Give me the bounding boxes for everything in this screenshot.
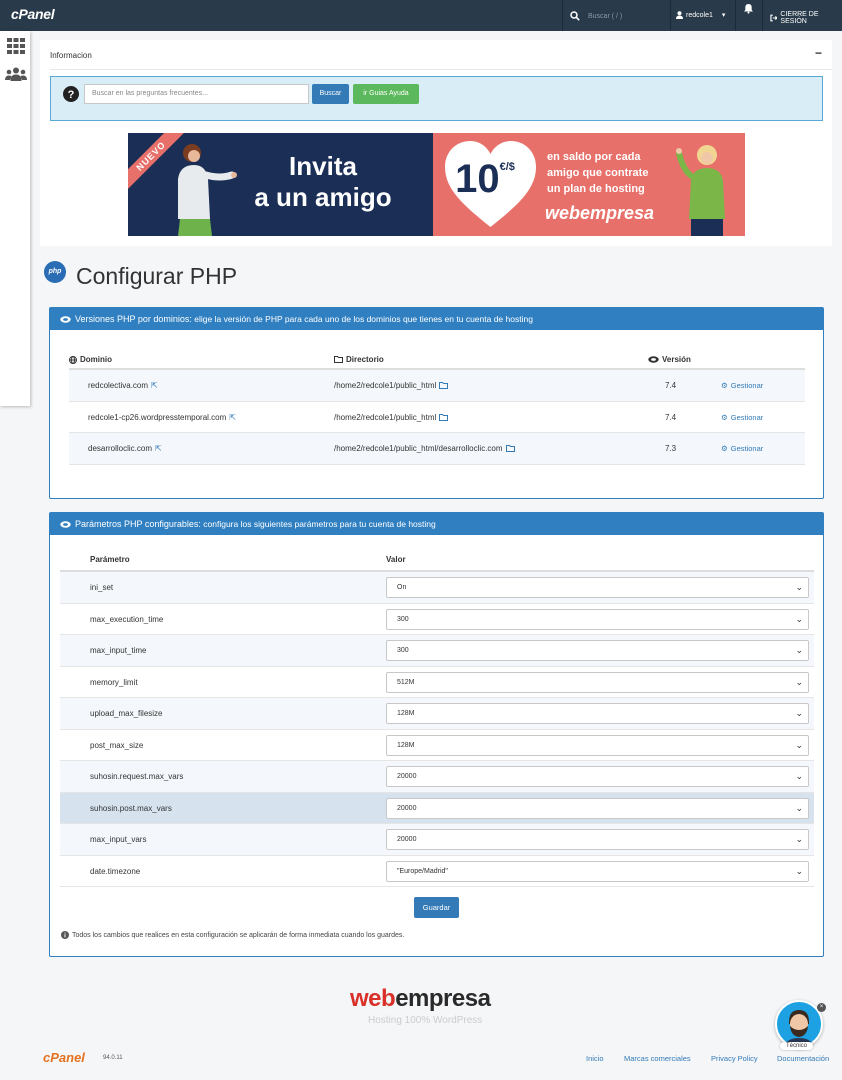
logout-button[interactable]: [770, 11, 842, 25]
directory-path: /home2/redcole1/public_html/desarrolloclic.com: [334, 444, 503, 453]
brand-tagline: Hosting 100% WordPress: [368, 1015, 483, 1026]
divider: [670, 0, 671, 31]
param-name: max_execution_time: [90, 614, 164, 624]
table-row: [60, 635, 814, 667]
php-version: 7.3: [665, 444, 677, 453]
promo-banner[interactable]: [128, 133, 745, 236]
param-value: 300: [397, 615, 409, 623]
php-versions-panel: [49, 307, 824, 499]
info-icon: [61, 931, 69, 939]
footer-cpanel-logo[interactable]: cPanel: [43, 1050, 85, 1065]
params-table: [60, 547, 814, 887]
chevron-down-icon: ⌄: [795, 834, 803, 844]
panel-title: [75, 308, 533, 330]
param-select[interactable]: [386, 861, 809, 882]
faq-search-input[interactable]: Buscar en las preguntas frecuentes...: [84, 84, 309, 104]
banner-brand-logo: webempresa: [545, 203, 655, 223]
param-name: upload_max_filesize: [90, 709, 163, 718]
global-search[interactable]: [570, 8, 665, 24]
chevron-down-icon: ⌄: [795, 676, 803, 687]
domain-link[interactable]: [88, 381, 158, 390]
divider: [762, 0, 763, 31]
divider: [735, 0, 736, 31]
header-domain-label: Dominio: [80, 355, 112, 364]
php-icon: php: [44, 261, 66, 283]
grid-icon[interactable]: [7, 38, 25, 56]
directory-link[interactable]: [334, 381, 448, 390]
manage-label: Gestionar: [730, 444, 764, 453]
domain-name: desarrolloclic.com: [88, 444, 153, 453]
promo-line-1: en saldo por cada: [547, 151, 641, 163]
domain-name: redcolectiva.com: [88, 381, 149, 390]
table-row: [69, 433, 805, 465]
logo-part-web: web: [350, 985, 396, 1012]
technician-avatar-icon: [777, 1002, 821, 1046]
gear-icon: ⚙: [721, 412, 728, 422]
users-icon[interactable]: [5, 67, 27, 83]
footer-link-docs[interactable]: Documentación: [777, 1054, 830, 1063]
gear-icon: ⚙: [721, 381, 728, 390]
param-value: 20000: [397, 836, 417, 843]
banner-headline: [243, 151, 403, 213]
folder-icon: [334, 356, 343, 363]
search-icon: [570, 11, 580, 21]
chevron-down-icon: ⌄: [795, 645, 803, 655]
php-version: 7.4: [665, 412, 677, 422]
param-name: ini_set: [90, 583, 114, 592]
logo-part-empresa: empresa: [395, 985, 491, 1012]
table-header: [69, 352, 805, 370]
faq-search-button[interactable]: Buscar: [312, 84, 349, 104]
elephant-icon: [60, 521, 71, 528]
elephant-icon: [60, 316, 71, 323]
logout-icon: [770, 14, 777, 22]
param-select[interactable]: [386, 766, 809, 787]
directory-path: /home2/redcole1/public_html: [334, 412, 437, 422]
svg-text:?: ?: [67, 89, 75, 101]
promo-text: [547, 149, 648, 197]
user-icon: [676, 11, 683, 19]
footer-link-trademarks[interactable]: Marcas comerciales: [624, 1054, 691, 1063]
param-select[interactable]: [386, 640, 809, 661]
param-value: On: [397, 584, 407, 591]
footer-link-privacy[interactable]: Privacy Policy: [711, 1054, 758, 1063]
divider: [50, 69, 832, 70]
table-row: [60, 761, 814, 793]
param-value: "Europe/Madrid": [397, 867, 448, 875]
woman-illustration: [168, 139, 248, 236]
param-value: 512M: [397, 678, 415, 686]
banner-offer: [433, 133, 745, 236]
directory-link[interactable]: [334, 413, 448, 422]
question-icon: [63, 86, 79, 104]
header-directory-label: Directorio: [346, 355, 384, 364]
headline-line-2: a un amigo: [254, 182, 392, 212]
page-title: Configurar PHP: [76, 263, 238, 289]
table-row: [60, 667, 814, 699]
faq-search-box: [50, 76, 823, 121]
save-button[interactable]: Guardar: [414, 897, 459, 918]
user-menu[interactable]: [676, 11, 725, 19]
header-version: [648, 355, 691, 364]
param-select[interactable]: [386, 609, 809, 630]
param-select[interactable]: [386, 798, 809, 819]
external-link-icon: ⇱: [151, 381, 158, 390]
cpanel-version: 94.0.11: [103, 1055, 123, 1061]
logout-label: CIERRE DE SESIÓN: [780, 11, 819, 25]
param-select[interactable]: [386, 829, 809, 850]
param-name: suhosin.post.max_vars: [90, 803, 172, 813]
param-select[interactable]: [386, 703, 809, 724]
gear-icon: ⚙: [721, 444, 728, 453]
chevron-down-icon: ⌄: [795, 613, 803, 624]
offer-amount: [450, 157, 520, 202]
directory-path: /home2/redcole1/public_html: [334, 381, 437, 390]
table-header: [60, 547, 814, 572]
panel-title-bold: Versiones PHP por dominios:: [75, 314, 192, 324]
header-directory: [334, 355, 384, 364]
support-chat-button[interactable]: [775, 1000, 823, 1048]
table-row: [60, 572, 814, 604]
chevron-down-icon: ⌄: [795, 802, 803, 813]
panel-header: [50, 513, 823, 535]
support-chat-label: Técnico: [780, 1042, 813, 1050]
manage-label: Gestionar: [730, 412, 764, 422]
username: redcole1: [686, 11, 713, 19]
manage-button[interactable]: [721, 381, 763, 390]
param-name: post_max_size: [90, 740, 144, 750]
info-panel: [40, 40, 832, 246]
help-guides-button[interactable]: ir Guias Ayuda: [353, 84, 419, 104]
param-select[interactable]: [386, 672, 809, 693]
external-link-icon: ⇱: [229, 412, 236, 422]
header-param: Parámetro: [90, 555, 130, 564]
header-domain: [69, 355, 112, 364]
panel-title-bold: Parámetros PHP configurables:: [75, 519, 201, 529]
save-note: [61, 931, 404, 939]
amount-value: 10: [455, 157, 500, 201]
save-note-text: Todos los cambios que realices en esta configuración se aplicarán de forma inmediata cuando los guardes.: [72, 931, 405, 939]
panel-header: [50, 308, 823, 330]
param-select[interactable]: [386, 735, 809, 756]
directory-link[interactable]: [334, 444, 515, 453]
php-version: 7.4: [665, 381, 677, 390]
folder-icon: [506, 445, 515, 452]
domain-link[interactable]: [88, 413, 236, 422]
param-select[interactable]: [386, 577, 809, 598]
param-value: 20000: [397, 773, 417, 780]
folder-icon: [439, 382, 448, 389]
table-row: [60, 793, 814, 825]
currency: €/$: [499, 161, 515, 173]
left-sidebar: [0, 31, 30, 406]
param-name: max_input_time: [90, 646, 147, 655]
new-ribbon: NUEVO: [128, 133, 188, 193]
woman-waving-illustration: [671, 141, 741, 236]
domain-link[interactable]: [88, 444, 162, 453]
chevron-down-icon: ⌄: [795, 771, 803, 781]
webempresa-logo[interactable]: [350, 985, 490, 1013]
param-name: suhosin.request.max_vars: [90, 772, 184, 781]
headline-line-1: Invita: [289, 151, 357, 181]
param-value: 20000: [397, 804, 417, 812]
table-row: [69, 370, 805, 402]
domain-name: redcole1-cp26.wordpresstemporal.com: [88, 412, 227, 422]
table-row: [69, 402, 805, 434]
header-value: Valor: [386, 555, 406, 564]
chevron-down-icon: ⌄: [795, 708, 803, 718]
panel-title-rest: elige la versión de PHP para cada uno de los dominios que tienes en tu cuenta de hosting: [191, 314, 533, 324]
chevron-down-icon: ⌄: [795, 865, 803, 876]
chevron-down-icon: ⌄: [795, 582, 803, 592]
bell-icon[interactable]: [743, 3, 754, 16]
panel-title-rest: configura los siguientes parámetros para tu cuenta de hosting: [200, 519, 436, 529]
domains-table: [69, 352, 805, 465]
divider: [562, 0, 563, 31]
table-row: [60, 730, 814, 762]
folder-icon: [439, 414, 448, 421]
search-placeholder: Buscar ( / ): [588, 12, 623, 20]
table-row: [60, 824, 814, 856]
table-row: [60, 604, 814, 636]
manage-label: Gestionar: [730, 381, 764, 390]
elephant-icon: [648, 356, 659, 363]
top-navbar: [0, 0, 842, 31]
promo-line-2: amigo que contrate: [547, 167, 649, 179]
panel-title: [75, 513, 436, 535]
table-row: [60, 856, 814, 888]
param-value: 128M: [397, 741, 415, 749]
globe-icon: [69, 356, 77, 364]
cpanel-logo[interactable]: cPanel: [11, 6, 55, 22]
external-link-icon: ⇱: [155, 444, 162, 453]
caret-down-icon: ▾: [721, 12, 726, 19]
param-value: 128M: [397, 710, 415, 717]
manage-button[interactable]: [721, 413, 763, 422]
collapse-button[interactable]: −: [814, 46, 822, 60]
promo-line-3: un plan de hosting: [547, 183, 645, 195]
table-row: [60, 698, 814, 730]
close-icon[interactable]: ×: [817, 1003, 826, 1012]
param-name: memory_limit: [90, 677, 138, 687]
php-params-panel: [49, 512, 824, 957]
footer-link-home[interactable]: Inicio: [586, 1054, 604, 1063]
info-title: Informacion: [50, 51, 92, 60]
param-value: 300: [397, 647, 409, 654]
manage-button[interactable]: [721, 444, 763, 453]
param-name: date.timezone: [90, 866, 141, 876]
param-name: max_input_vars: [90, 835, 147, 844]
header-version-label: Versión: [662, 355, 691, 364]
chevron-down-icon: ⌄: [795, 739, 803, 750]
